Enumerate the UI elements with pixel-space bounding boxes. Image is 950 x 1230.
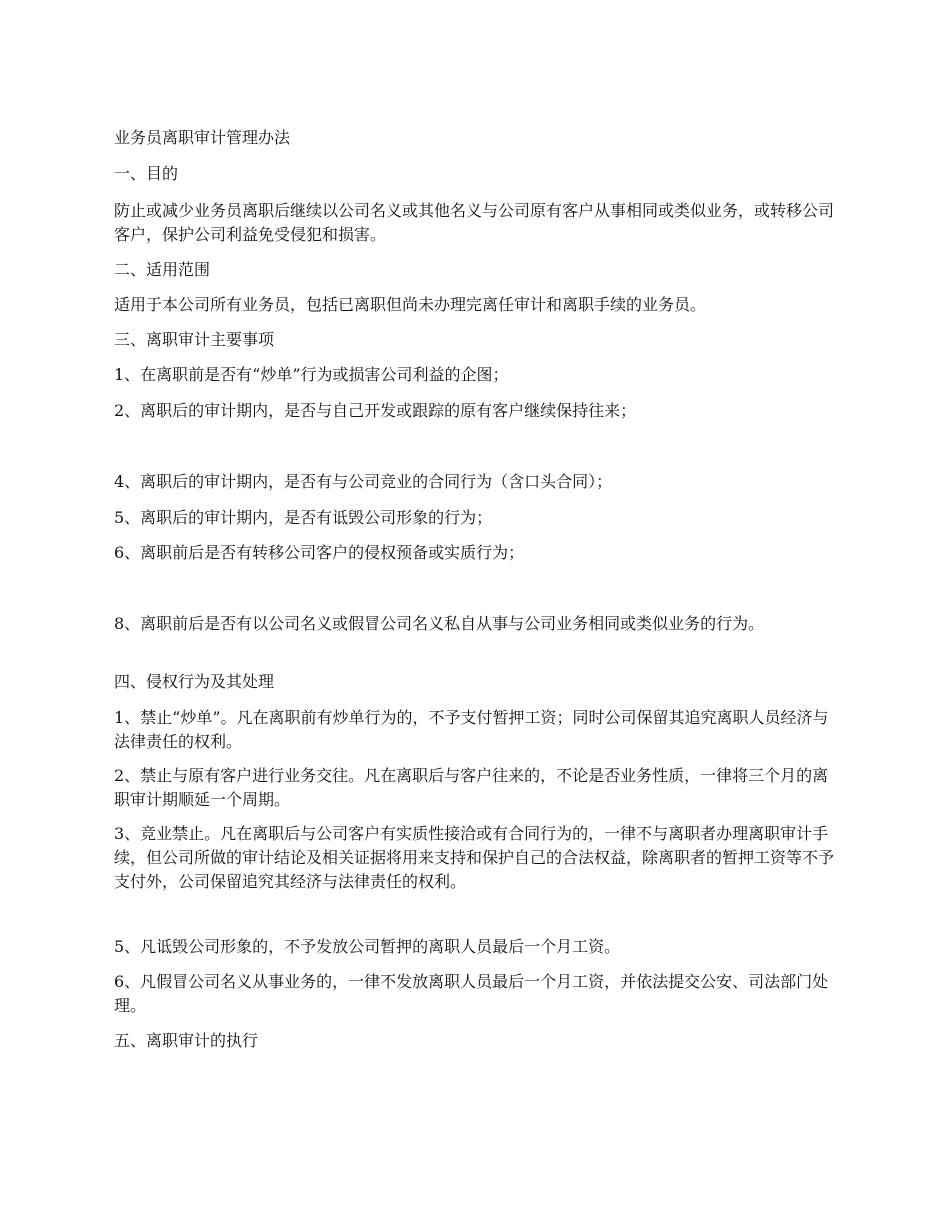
section-heading-scope: 二、适用范围 [114,260,211,279]
document-title: 业务员离职审计管理办法 [114,128,291,147]
audit-item-1: 1、在离职前是否有“炒单”行为或损害公司利益的企图； [114,365,509,384]
audit-item-4: 4、离职后的审计期内，是否有与公司竞业的合同行为（含口头合同）； [114,472,613,491]
audit-item-2: 2、离职后的审计期内，是否与自己开发或跟踪的原有客户继续保持往来； [114,401,637,420]
section-heading-purpose: 一、目的 [114,164,179,183]
audit-item-6: 6、离职前后是否有转移公司客户的侵权预备或实质行为； [114,543,525,562]
section-heading-infringement: 四、侵权行为及其处理 [114,672,275,691]
infringement-item-5: 5、凡诋毁公司形象的，不予发放公司暂押的离职人员最后一个月工资。 [114,937,621,956]
infringement-item-6: 6、凡假冒公司名义从事业务的，一律不发放离职人员最后一个月工资，并依法提交公安、司法部门处理。 [114,972,829,1015]
infringement-item-2: 2、禁止与原有客户进行业务交往。凡在离职后与客户往来的，不论是否业务性质，一律将三个月的离职审计期顺延一个周期。 [114,766,829,809]
audit-item-8: 8、离职前后是否有以公司名义或假冒公司名义私自从事与公司业务相同或类似业务的行为。 [114,614,765,633]
infringement-item-1: 1、禁止“炒单”。凡在离职前有炒单行为的，不予支付暂押工资；同时公司保留其追究离职人员经济与法律责任的权利。 [114,708,829,751]
paragraph-scope: 适用于本公司所有业务员，包括已离职但尚未办理完离任审计和离职手续的业务员。 [114,295,707,314]
infringement-item-3: 3、竞业禁止。凡在离职后与公司客户有实质性接洽或有合同行为的，一律不与离职者办理离职审计手续，但公司所做的审计结论及相关证据将用来支持和保护自己的合法权益，除离职者的暂押工资等不予支付外，公司保留追究其经济与法律责任的权利。 [114,824,835,891]
paragraph-purpose: 防止或减少业务员离职后继续以公司名义或其他名义与公司原有客户从事相同或类似业务，或转移公司客户，保护公司利益免受侵犯和损害。 [114,201,835,244]
section-heading-audit-items: 三、离职审计主要事项 [114,330,275,349]
section-heading-execution: 五、离职审计的执行 [114,1031,259,1050]
audit-item-5: 5、离职后的审计期内，是否有诋毁公司形象的行为； [114,508,493,527]
